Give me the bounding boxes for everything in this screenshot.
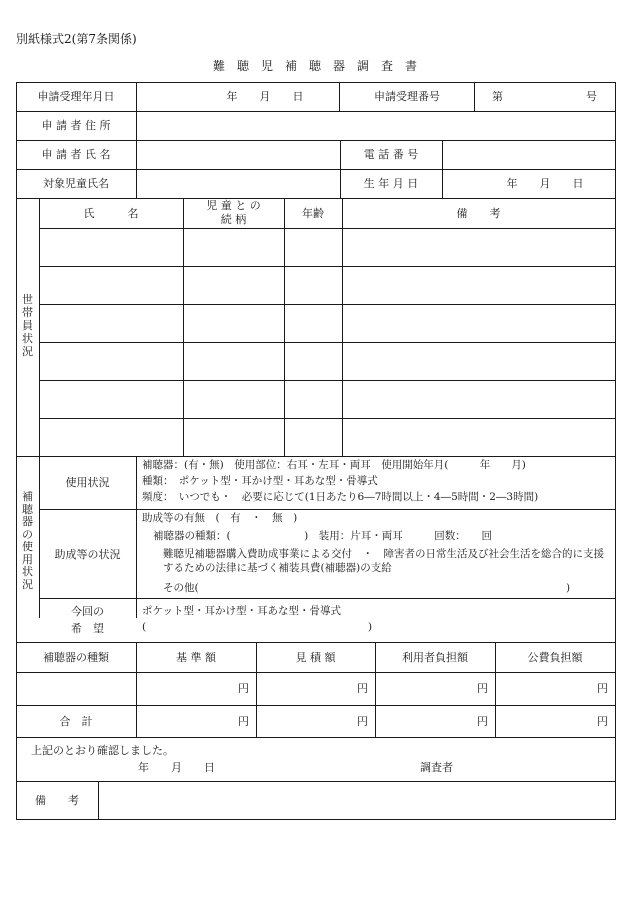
public-burden-header: 公費負担額: [527, 651, 583, 664]
usage-line-1: 補聴器：(有・無) 使用部位：右耳・左耳・両耳 使用開始年月( 年 月): [142, 459, 526, 471]
subsidy-line-2: 補聴器の種類：( ) 装用：片耳・両耳 回数： 回: [153, 530, 492, 542]
subsidy-line-4: その他(: [163, 582, 199, 594]
subsidy-line-3: 難聴児補聴器購入費助成事業による交付 ・ 障害者の日常生活及び社会生活を総合的に支援するための法律に基づく補装具費(補聴器)の支給: [163, 548, 604, 574]
yen-unit: 円: [597, 682, 608, 695]
col-age-header: 年齢: [302, 207, 324, 220]
child-name-label: 対象児童氏名: [43, 177, 109, 190]
col-relation-header-1: 児 童 と の: [206, 199, 261, 212]
wish-line-1: ポケット型・耳かけ型・耳あな型・骨導式: [142, 605, 341, 617]
applicant-name-field[interactable]: [137, 141, 340, 169]
usage-line-3: 頻度： いつでも・ 必要に応じて(1日あたり6―7時間以上・4―5時間・2―3時間): [142, 491, 539, 503]
subsidy-line-4-end: ): [566, 582, 571, 594]
cost-type-header: 補聴器の種類: [43, 651, 109, 664]
remarks-label: 備 考: [35, 794, 79, 807]
child-name-field[interactable]: [137, 170, 340, 198]
usage-label: 使用状況: [65, 476, 110, 489]
app-number-prefix: 第: [492, 90, 503, 103]
user-burden-header: 利用者負担額: [402, 651, 468, 664]
wish-label-2: 希 望: [71, 622, 104, 635]
remarks-field[interactable]: [99, 782, 615, 819]
household-row[interactable]: [40, 229, 615, 266]
subsidy-label: 助成等の状況: [54, 548, 121, 561]
confirmation-text: 上記のとおり確認しました。: [31, 744, 174, 757]
app-number-label: 申請受理番号: [374, 90, 440, 103]
wish-line-2-open: (: [142, 621, 147, 633]
applicant-address-field[interactable]: [137, 112, 615, 140]
app-date-value[interactable]: 年 月 日: [226, 90, 304, 103]
birth-date-label: 生 年 月 日: [363, 177, 419, 190]
yen-unit: 円: [238, 682, 249, 695]
form-number: 別紙様式2(第7条関係): [16, 32, 137, 46]
phone-field[interactable]: [443, 141, 615, 169]
household-row[interactable]: [40, 305, 615, 342]
applicant-address-label: 申 請 者 住 所: [41, 119, 111, 132]
yen-unit: 円: [357, 682, 368, 695]
col-relation-header-2: 続 柄: [220, 213, 247, 226]
yen-unit: 円: [357, 715, 368, 728]
household-row[interactable]: [40, 267, 615, 304]
col-remarks-header: 備 考: [456, 207, 501, 220]
estimate-amount-header: 見 積 額: [295, 651, 336, 664]
applicant-name-label: 申 請 者 氏 名: [41, 148, 111, 161]
yen-unit: 円: [477, 715, 488, 728]
household-row[interactable]: [40, 381, 615, 418]
wish-line-2-close: ): [368, 621, 373, 633]
wish-label-1: 今回の: [71, 605, 104, 618]
yen-unit: 円: [477, 682, 488, 695]
col-name-header: 氏 名: [83, 207, 139, 220]
app-number-suffix: 号: [586, 90, 597, 103]
birth-date-value[interactable]: 年 月 日: [506, 177, 584, 190]
yen-unit: 円: [597, 715, 608, 728]
hearing-aid-section-label: 補聴器の使用状況: [22, 490, 33, 591]
page-title: 難 聴 児 補 聴 器 調 査 書: [212, 59, 417, 73]
investigator-label: 調査者: [420, 761, 453, 774]
household-row[interactable]: [40, 343, 615, 380]
subsidy-line-1: 助成等の有無 ( 有 ・ 無 ): [142, 512, 298, 524]
yen-unit: 円: [238, 715, 249, 728]
usage-line-2: 種類： ポケット型・耳かけ型・耳あな型・骨導式: [142, 475, 378, 487]
total-label: 合 計: [59, 715, 93, 728]
base-amount-header: 基 準 額: [176, 651, 216, 664]
household-section-label: 世帯員状況: [22, 293, 33, 358]
app-date-label: 申請受理年月日: [37, 90, 115, 103]
cost-type-field[interactable]: [17, 673, 136, 705]
confirmation-date[interactable]: 年 月 日: [138, 761, 215, 774]
household-row[interactable]: [40, 419, 615, 456]
phone-label: 電 話 番 号: [363, 148, 419, 161]
